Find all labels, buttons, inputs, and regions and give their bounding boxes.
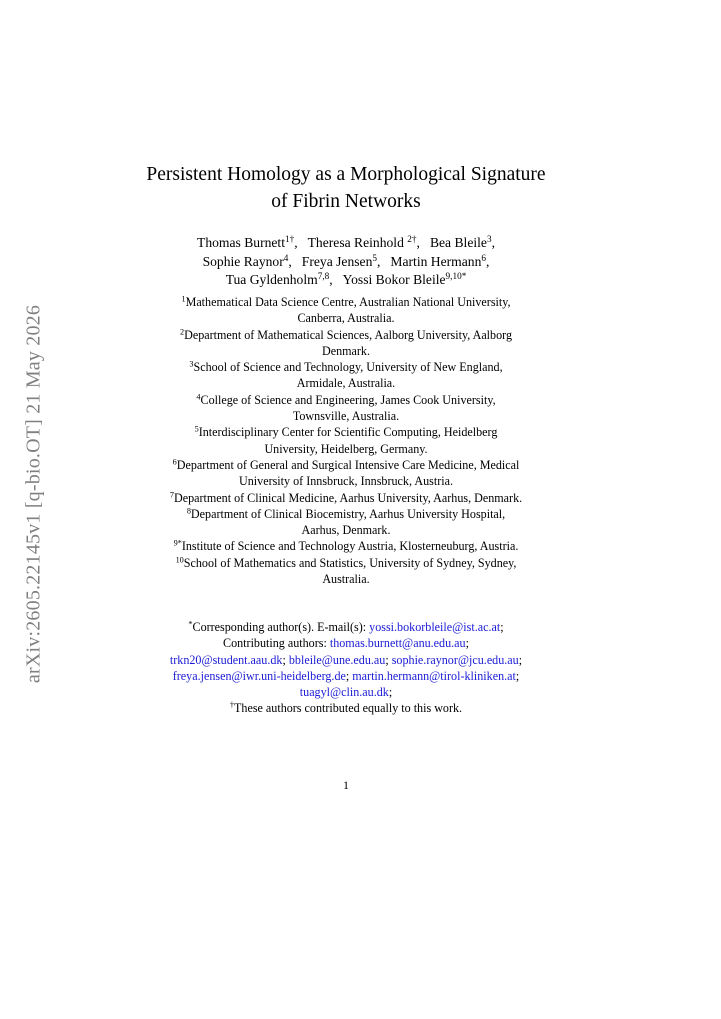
contributing-line	[100, 635, 592, 651]
email-separator: ;	[345, 668, 350, 683]
affiliation-sup: 5	[194, 424, 199, 434]
author-line-1: Thomas Burnett$^{1\dagger}$, Theresa Reinhold $^{2\dagger}$, Bea Bleile$^3$,	[197, 233, 495, 250]
affiliation-text: Department of General and Surgical Intensive Care Medicine, Medical	[176, 457, 520, 472]
affiliation-6-cont: University of Innsbruck, Innsbruck, Austria.	[239, 474, 453, 489]
author-name: Bea Bleile	[429, 235, 487, 250]
title-line-1: Persistent Homology as a Morphological Signature	[146, 164, 546, 185]
email-separator: ;	[465, 636, 469, 651]
author-name: Martin Hermann	[390, 253, 482, 269]
affiliation-text: Department of Clinical Biocemistry, Aarhus University Hospital,	[190, 506, 506, 521]
affiliation-1-cont: Canberra, Australia.	[297, 311, 395, 326]
affiliation-7	[120, 490, 572, 506]
affiliation-text: Mathematical Data Science Centre, Australian National University,	[185, 295, 511, 309]
author-affil-sup: 5	[372, 252, 377, 263]
equal-contribution-note	[100, 700, 592, 716]
email-link[interactable]: sophie.raynor@jcu.edu.au	[391, 652, 519, 667]
author-line-3: Tua Gyldenholm$^{7,8}$, Yossi Bokor Bleile$^{9,10*}$	[225, 270, 467, 287]
author-affil-sup: 9,10*	[445, 270, 467, 281]
email-link[interactable]: martin.hermann@tirol-kliniken.at	[352, 668, 516, 683]
email-separator: ;	[388, 685, 393, 700]
email-separator: ;	[500, 620, 504, 634]
author-affil-sup: 4	[283, 252, 289, 263]
affiliation-sup: 7	[169, 490, 174, 500]
affiliation-sup: 8	[186, 506, 191, 516]
star-mark: *	[188, 619, 193, 629]
arxiv-identifier: arXiv:2605.22145v1 [q-bio.OT] 21 May 2026	[22, 304, 45, 684]
affiliation-3-cont: Armidale, Australia.	[296, 376, 396, 391]
affiliation-5-cont: University, Heidelberg, Germany.	[264, 441, 428, 456]
author-name: Sophie Raynor	[202, 253, 284, 269]
author-list	[110, 234, 582, 290]
author-affil-sup: 2†	[407, 233, 417, 244]
affiliation-list	[120, 294, 572, 587]
email-link[interactable]: bbleile@une.edu.au	[288, 652, 386, 667]
affiliation-2	[120, 327, 572, 343]
page-number: 1	[343, 778, 349, 792]
affiliation-1	[120, 294, 572, 310]
author-name: Yossi Bokor Bleile	[342, 272, 446, 287]
email-link[interactable]: trkn20@student.aau.dk	[169, 652, 283, 667]
affiliation-text: Interdisciplinary Center for Scientific Computing, Heidelberg	[198, 425, 498, 440]
affiliation-text: Institute of Science and Technology Austria, Klosterneuburg, Austria.	[181, 539, 519, 554]
affiliation-8	[120, 506, 572, 522]
email-separator: ;	[515, 668, 520, 683]
affiliation-3	[120, 359, 572, 375]
affiliation-sup: 2	[179, 327, 185, 337]
affiliation-4	[120, 392, 572, 408]
affiliation-text: College of Science and Engineering, James Cook University,	[200, 392, 496, 407]
affiliation-text: Department of Mathematical Sciences, Aalborg University, Aalborg	[184, 327, 512, 342]
affiliation-sup: 9*	[173, 538, 182, 548]
author-affil-sup: 7,8	[317, 270, 330, 281]
dagger-mark: †	[229, 700, 235, 710]
affiliation-text: School of Science and Technology, University of New England,	[193, 360, 503, 375]
equal-contribution-text: These authors contributed equally to this work.	[234, 701, 463, 716]
affiliation-9	[120, 538, 572, 554]
email-separator: ;	[518, 652, 523, 667]
correspondence-block	[100, 619, 592, 717]
email-line-2	[100, 652, 592, 668]
author-line-2: Sophie Raynor$^4$, Freya Jensen$^5$, Martin Hermann$^6$,	[202, 252, 490, 269]
affiliation-sup: 3	[189, 359, 194, 369]
author-affil-sup: 6	[481, 252, 487, 263]
contributing-label: Contributing authors:	[223, 636, 330, 651]
affiliation-sup: 10	[175, 555, 184, 565]
affiliation-10-cont: Australia.	[322, 572, 370, 587]
affiliation-sup: 4	[196, 392, 201, 402]
email-separator: ;	[282, 652, 286, 667]
author-name: Tua Gyldenholm	[225, 272, 318, 287]
affiliation-text: Department of Clinical Medicine, Aarhus University, Aarhus, Denmark.	[173, 490, 523, 505]
author-name: Theresa Reinhold	[307, 235, 408, 250]
corresponding-line	[100, 619, 592, 635]
email-link[interactable]: freya.jensen@iwr.uni-heidelberg.de	[172, 668, 346, 683]
affiliation-5	[120, 424, 572, 440]
affiliation-8-cont: Aarhus, Denmark.	[301, 523, 391, 538]
email-line-4	[100, 684, 592, 700]
title-line-2: of Fibrin Networks	[271, 191, 421, 212]
email-line-3	[100, 668, 592, 684]
affiliation-4-cont: Townsville, Australia.	[292, 409, 400, 424]
affiliation-sup: 1	[181, 294, 186, 304]
email-separator: ;	[385, 652, 389, 667]
affiliation-text: School of Mathematics and Statistics, University of Sydney, Sydney,	[183, 555, 517, 570]
corresponding-label: Corresponding author(s). E-mail(s):	[192, 620, 370, 634]
author-affil-sup: 1†	[284, 233, 295, 244]
affiliation-6	[120, 457, 572, 473]
email-link[interactable]: tuagyl@clin.au.dk	[299, 685, 389, 700]
email-link[interactable]: thomas.burnett@anu.edu.au	[329, 636, 466, 651]
affiliation-10	[120, 555, 572, 571]
corresponding-email-link[interactable]: yossi.bokorbleile@ist.ac.at	[369, 620, 501, 634]
author-affil-sup: 3	[486, 233, 492, 244]
author-name: Freya Jensen	[301, 253, 373, 269]
affiliation-2-cont: Denmark.	[321, 343, 371, 358]
paper-title	[80, 161, 612, 215]
affiliation-sup: 6	[172, 457, 177, 467]
author-name: Thomas Burnett	[197, 235, 285, 250]
